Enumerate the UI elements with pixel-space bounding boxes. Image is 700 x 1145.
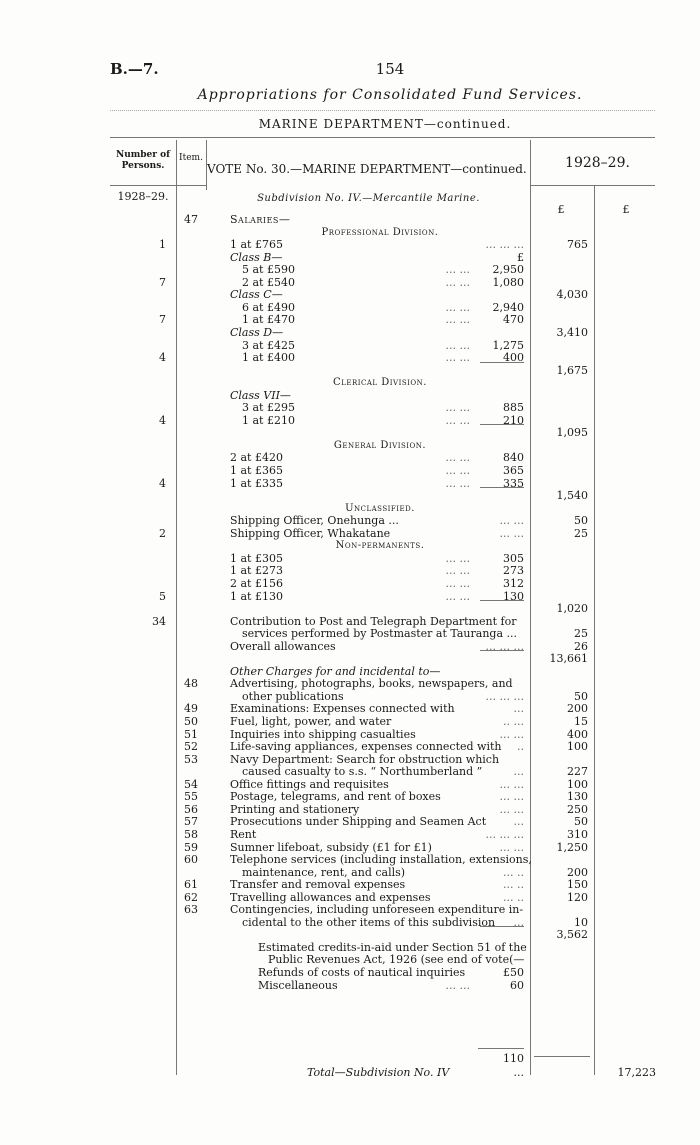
item-number: 51 (184, 727, 198, 741)
row-description: cidental to the other items of this subdivision (242, 915, 496, 929)
item-number: 58 (184, 827, 198, 841)
amount: 150 (567, 878, 588, 892)
row-description: Class B— (230, 250, 283, 264)
row-description: 3 at £295 (242, 401, 295, 415)
persons-count: 34 (152, 614, 166, 628)
leader-dots: ... ... (445, 338, 470, 352)
subtotal-rule (480, 600, 524, 601)
row-description: Miscellaneous (258, 978, 338, 992)
persons-count: 4 (159, 476, 166, 490)
credits-rule (478, 1048, 524, 1049)
amount: 1,095 (556, 426, 588, 440)
leader-dots: ... .. (503, 878, 524, 892)
amount: 3,562 (556, 928, 588, 942)
row-description: caused casualty to s.s. “ Northumberland ” (242, 765, 483, 779)
amount: 200 (567, 702, 588, 716)
sub-amount: 2,950 (492, 263, 524, 277)
row-description: 2 at £156 (230, 576, 283, 590)
row-description: 1 at £400 (242, 351, 295, 365)
sub-amount: 305 (503, 551, 524, 565)
persons-count: 4 (159, 351, 166, 365)
sub-amount: 273 (503, 564, 524, 578)
persons-count: 7 (159, 313, 166, 327)
department-heading: MARINE DEPARTMENT—continued. (258, 117, 512, 131)
leader-dots: ... ... (445, 263, 470, 277)
row-description: Transfer and removal expenses (230, 878, 406, 892)
col1-end-rule (534, 1056, 590, 1057)
row-description: maintenance, rent, and calls) (242, 865, 406, 879)
amount: 4,030 (556, 288, 588, 302)
row-description: Overall allowances (230, 639, 336, 653)
leader-dots: ... ... (445, 576, 470, 590)
amount: 1,020 (556, 602, 588, 616)
rule-persons-right (176, 140, 177, 1075)
row-description: 2 at £420 (230, 451, 283, 465)
subtotal-rule (480, 362, 524, 363)
sub-amount: 130 (503, 589, 524, 603)
amount: 1,675 (556, 363, 588, 377)
row-description: 1 at £130 (230, 589, 283, 603)
persons-count: 7 (159, 275, 166, 289)
leader-dots: ... ... (445, 978, 470, 992)
amount: 227 (567, 765, 588, 779)
amount: 250 (567, 802, 588, 816)
credits-total: 110 (503, 1052, 524, 1065)
item-number: 55 (184, 790, 198, 804)
row-description: Inquiries into shipping casualties (230, 727, 416, 741)
row-description: other publications (242, 689, 344, 703)
amount: 120 (567, 890, 588, 904)
row-description: Telephone services (including installation, extensions, (230, 853, 532, 867)
page-number: 154 (375, 60, 405, 78)
sub-amount: 1,080 (492, 275, 524, 289)
amount: 10 (574, 915, 588, 929)
leader-dots: ... ... (445, 401, 470, 415)
leader-dots: ... ... (499, 514, 524, 528)
row-description: 1 at £765 (230, 238, 283, 252)
row-description: Class D— (230, 325, 284, 339)
row-description: Printing and stationery (230, 802, 360, 816)
leader-dots: .. (517, 740, 524, 754)
page-ref: B.—7. (110, 60, 159, 78)
row-description: Salaries— (230, 213, 291, 226)
row-description: Rent (230, 827, 257, 841)
row-description: Contribution to Post and Telegraph Department for (230, 614, 517, 628)
row-description: 1 at £365 (230, 464, 283, 477)
top-rule (110, 137, 655, 138)
item-number: 60 (184, 853, 198, 867)
item-number: 57 (184, 815, 198, 829)
row-description: 1 at £210 (242, 413, 295, 427)
row-description: Prosecutions under Shipping and Seamen Act (230, 815, 487, 829)
row-description: Life-saving appliances, expenses connected with (230, 740, 502, 754)
persons-count: 1 (159, 238, 166, 252)
persons-year: 1928–29. (117, 190, 169, 203)
total-label: Total—Subdivision No. IV (307, 1066, 450, 1079)
leader-dots: ... ... (445, 300, 470, 314)
row-description: 6 at £490 (242, 300, 295, 314)
row-description: 1 at £470 (242, 313, 295, 327)
leader-dots: ... ... (445, 313, 470, 327)
row-description: Other Charges for and incidental to— (230, 664, 441, 678)
item-number: 63 (184, 903, 198, 917)
sub-amount: 312 (503, 576, 524, 590)
row-description: Refunds of costs of nautical inquiries (258, 966, 466, 979)
row-description: 1 at £305 (230, 551, 283, 565)
leader-dots: ... ... ... (485, 689, 524, 703)
sub-amount: 2,940 (492, 300, 524, 314)
row-description: Shipping Officer, Onehunga ... (230, 514, 399, 528)
sub-amount: 60 (510, 978, 524, 992)
sub-amount: 840 (503, 451, 524, 465)
subtotal-rule (480, 650, 524, 651)
leader-dots: ... ... (445, 476, 470, 490)
row-description: 2 at £540 (242, 275, 295, 289)
item-number: 54 (184, 777, 198, 791)
item-number: 56 (184, 802, 198, 816)
row-description: Public Revenues Act, 1926 (see end of vote(— (268, 953, 525, 967)
amount: 310 (567, 827, 588, 841)
amount: 50 (574, 815, 588, 829)
sub-amount: 335 (503, 476, 524, 490)
row-description: 1 at £335 (230, 476, 283, 490)
leader-dots: ... (513, 815, 524, 829)
leader-dots: ... ... (445, 464, 470, 477)
row-description: Travelling allowances and expenses (230, 890, 431, 904)
row-description: Unclassified. (345, 502, 415, 514)
item-number: 47 (184, 213, 198, 226)
row-description: Clerical Division. (333, 377, 427, 389)
row-description: Estimated credits-in-aid under Section 51 of the (258, 940, 527, 954)
leader-dots: ... ... (445, 589, 470, 603)
sub-amount: 1,275 (492, 338, 524, 352)
head-rule-right (530, 185, 655, 186)
persons-count: 5 (159, 589, 166, 603)
row-description: Class VII— (230, 388, 291, 402)
leader-dots: ... (513, 915, 524, 929)
sub-amount: 885 (503, 401, 524, 415)
pound-sign-col2: £ (622, 203, 630, 216)
subdivision-heading: Subdivision No. IV.—Mercantile Marine. (257, 193, 480, 204)
leader-dots: ... .. (503, 890, 524, 904)
year-header: 1928–29. (565, 155, 630, 171)
amount: 1,540 (556, 489, 588, 503)
persons-count: 4 (159, 413, 166, 427)
subtotal-rule (480, 487, 524, 488)
row-description: General Division. (333, 439, 427, 451)
persons-column-label: Number of Persons. (115, 150, 171, 171)
row-description: Class C— (230, 288, 283, 302)
sub-amount: 365 (503, 464, 524, 477)
item-number: 49 (184, 702, 198, 716)
total-dots: ... (513, 1066, 524, 1079)
row-description: Postage, telegrams, and rent of boxes (230, 790, 441, 804)
leader-dots: ... (513, 765, 524, 779)
sub-amount: £50 (503, 966, 524, 979)
leader-dots: ... ... ... (485, 238, 524, 252)
leader-dots: ... ... (445, 275, 470, 289)
leader-dots: ... ... ... (485, 639, 524, 653)
leader-dots: ... (513, 702, 524, 716)
leader-dots: ... ... (499, 790, 524, 804)
item-number: 52 (184, 740, 198, 754)
leader-dots: ... ... (445, 351, 470, 365)
row-description: services performed by Postmaster at Tauranga ... (242, 627, 517, 641)
persons-count: 2 (159, 526, 166, 540)
row-description: Fuel, light, power, and water (230, 715, 392, 728)
leader-dots: ... ... (445, 451, 470, 465)
item-column-header: Item. (179, 153, 203, 163)
amount: 25 (574, 526, 588, 540)
amount: 400 (567, 727, 588, 741)
row-description: 3 at £425 (242, 338, 295, 352)
persons-column-header (110, 150, 176, 172)
leader-dots: ... ... (499, 526, 524, 540)
row-description: Shipping Officer, Whakatane (230, 526, 391, 540)
leader-dots: ... ... (499, 727, 524, 741)
subtotal-rule (480, 424, 524, 425)
sub-amount: 470 (503, 313, 524, 327)
leader-dots: ... ... (445, 413, 470, 427)
amount: 3,410 (556, 325, 588, 339)
item-number: 53 (184, 752, 198, 766)
subtotal-rule (480, 926, 524, 927)
leader-dots: ... ... ... (485, 827, 524, 841)
item-number: 62 (184, 890, 198, 904)
grand-total: 17,223 (617, 1066, 656, 1079)
amount: 100 (567, 777, 588, 791)
item-number: 50 (184, 715, 198, 728)
sub-amount: 210 (503, 413, 524, 427)
leader-dots: ... .. (503, 865, 524, 879)
row-description: Examinations: Expenses connected with (230, 702, 455, 716)
item-number: 59 (184, 840, 198, 854)
leader-dots: ... ... (499, 802, 524, 816)
row-description: Contingencies, including unforeseen expenditure in- (230, 903, 524, 917)
vote-title: VOTE No. 30.—MARINE DEPARTMENT—continued. (207, 162, 527, 176)
row-description: Navy Department: Search for obstruction which (230, 752, 500, 766)
item-number: 48 (184, 677, 198, 691)
row-description: Office fittings and requisites (230, 777, 389, 791)
title-rule (110, 110, 655, 111)
amount: 1,250 (556, 840, 588, 854)
pound-sign-col1: £ (557, 203, 565, 216)
amount: 25 (574, 627, 588, 641)
rule-amount-mid (594, 186, 595, 1075)
leader-dots: ... ... (445, 551, 470, 565)
row-description: Non-permanents. (335, 540, 425, 552)
row-description: 5 at £590 (242, 263, 295, 277)
leader-dots: ... ... (445, 564, 470, 578)
amount: 200 (567, 865, 588, 879)
item-number: 61 (184, 878, 198, 892)
leader-dots: .. ... (503, 715, 524, 728)
row-description: Advertising, photographs, books, newspapers, and (230, 677, 513, 691)
head-rule-left (110, 185, 207, 186)
sub-amount: £ (517, 250, 524, 264)
row-description: Professional Division. (321, 226, 439, 238)
amount: 15 (574, 715, 588, 728)
amount: 100 (567, 740, 588, 754)
page-title: Appropriations for Consolidated Fund Services. (197, 87, 583, 103)
row-description: Sumner lifeboat, subsidy (£1 for £1) (230, 840, 432, 854)
amount: 26 (574, 639, 588, 653)
leader-dots: ... ... (499, 840, 524, 854)
amount: 130 (567, 790, 588, 804)
rule-item-right (206, 140, 207, 190)
amount: 765 (567, 238, 588, 252)
amount: 50 (574, 689, 588, 703)
sub-amount: 400 (503, 351, 524, 365)
amount: 13,661 (549, 652, 588, 666)
row-description: 1 at £273 (230, 564, 283, 578)
amount: 50 (574, 514, 588, 528)
leader-dots: ... ... (499, 777, 524, 791)
